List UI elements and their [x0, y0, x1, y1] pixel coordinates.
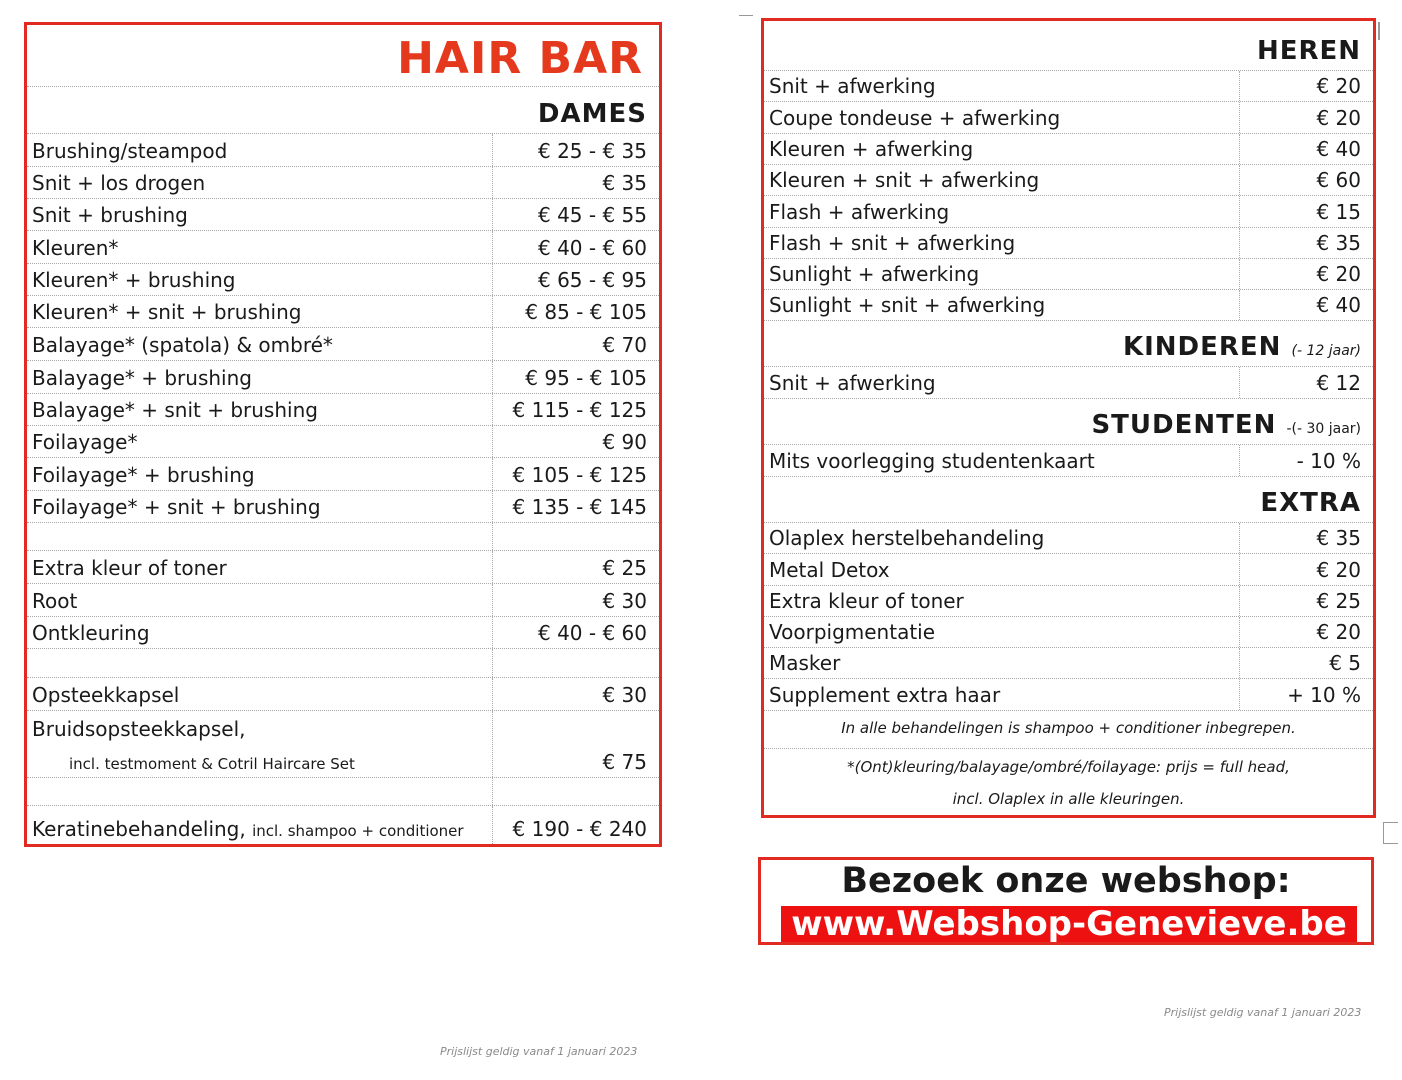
list-item [764, 648, 1373, 679]
service-name: Snit + brushing [32, 203, 188, 227]
column-divider [1239, 648, 1240, 678]
service-price: € 15 [1316, 200, 1361, 224]
list-item [27, 711, 659, 778]
list-item [27, 296, 659, 328]
column-divider [492, 458, 493, 490]
column-divider [492, 231, 493, 263]
service-name: Extra kleur of toner [32, 556, 227, 580]
column-divider [492, 584, 493, 616]
list-item [27, 361, 659, 394]
service-name: Bruidsopsteekkapsel, [32, 717, 246, 741]
service-name: Voorpigmentatie [769, 620, 936, 644]
price-list-left [24, 22, 662, 847]
webshop-banner [758, 857, 1374, 945]
service-price: € 30 [602, 589, 647, 613]
list-item [27, 678, 659, 711]
service-price: € 25 [1316, 589, 1361, 613]
service-name: Foilayage* + snit + brushing [32, 495, 321, 519]
section-header-kinderen [764, 321, 1373, 367]
service-price: € 75 [602, 750, 647, 774]
service-price: € 5 [1329, 651, 1361, 675]
section-title: EXTRA [1260, 488, 1361, 518]
service-name: Flash + afwerking [769, 200, 950, 224]
service-name: Keratinebehandeling, [32, 817, 246, 841]
column-divider [1239, 586, 1240, 616]
list-item [27, 264, 659, 296]
validity-footer: Prijslijst geldig vanaf 1 januari 2023 [1164, 1006, 1362, 1019]
service-name: Root [32, 589, 78, 613]
column-divider [1239, 102, 1240, 133]
service-name: Olaplex herstelbehandeling [769, 526, 1045, 550]
column-divider [1239, 259, 1240, 289]
service-price: € 40 [1316, 293, 1361, 317]
brand-title: HAIR BAR [397, 33, 643, 84]
service-price: € 20 [1316, 558, 1361, 582]
column-divider [492, 426, 493, 457]
list-item [27, 584, 659, 617]
service-price: € 85 - € 105 [525, 300, 647, 324]
section-note: -(- 30 jaar) [1286, 421, 1361, 437]
brand-row [27, 25, 659, 87]
section-header-studenten [764, 399, 1373, 445]
section-title-group [1091, 410, 1361, 440]
column-divider [492, 806, 493, 844]
service-name: Kleuren + afwerking [769, 137, 974, 161]
list-item [764, 134, 1373, 165]
service-price: € 40 - € 60 [538, 621, 647, 645]
column-divider [492, 678, 493, 710]
column-divider [492, 551, 493, 583]
column-divider [1239, 679, 1240, 710]
list-item [27, 491, 659, 523]
service-detail: incl. shampoo + conditioner [252, 822, 464, 840]
column-divider [492, 134, 493, 166]
service-name: Brushing/steampod [32, 139, 228, 163]
column-divider [492, 491, 493, 522]
note-row [764, 749, 1373, 815]
list-item [764, 679, 1373, 711]
section-title-group [1123, 332, 1361, 362]
service-name: Foilayage* [32, 430, 138, 454]
corner-mark [1383, 822, 1398, 844]
list-item [27, 551, 659, 584]
list-item [764, 196, 1373, 228]
list-item [27, 167, 659, 199]
service-price: € 60 [1316, 168, 1361, 192]
note-text: incl. Olaplex in alle kleuringen. [952, 790, 1185, 808]
column-divider [492, 264, 493, 295]
section-note: (- 12 jaar) [1291, 343, 1361, 359]
list-item [764, 523, 1373, 554]
service-price: € 70 [602, 333, 647, 357]
service-price: € 65 - € 95 [538, 268, 647, 292]
spacer-row [27, 523, 659, 551]
list-item [764, 102, 1373, 134]
column-divider [492, 617, 493, 648]
service-name: Kleuren* [32, 236, 119, 260]
service-name: Foilayage* + brushing [32, 463, 255, 487]
column-divider [492, 649, 493, 677]
column-divider [492, 361, 493, 393]
service-price: € 25 [602, 556, 647, 580]
list-item [764, 445, 1373, 477]
validity-footer: Prijslijst geldig vanaf 1 januari 2023 [440, 1045, 638, 1058]
spacer-row [27, 778, 659, 806]
section-title: DAMES [537, 99, 647, 129]
section-title: HEREN [1256, 36, 1361, 66]
service-name: Ontkleuring [32, 621, 150, 645]
note-row [764, 711, 1373, 749]
service-price: € 20 [1316, 106, 1361, 130]
list-item [764, 290, 1373, 321]
column-divider [1239, 134, 1240, 164]
column-divider [1239, 523, 1240, 553]
column-divider [492, 167, 493, 198]
service-price: € 40 - € 60 [538, 236, 647, 260]
section-header-dames [27, 87, 659, 134]
column-divider [492, 296, 493, 327]
section-header-heren [764, 21, 1373, 71]
list-item [27, 617, 659, 649]
webshop-link[interactable]: www.Webshop-Genevieve.be [781, 906, 1357, 942]
note-text: *(Ont)kleuring/balayage/ombré/foilayage: prijs = full head, [847, 758, 1290, 776]
service-name: Kleuren* + snit + brushing [32, 300, 302, 324]
column-divider [492, 328, 493, 360]
column-divider [1239, 228, 1240, 258]
service-price: € 95 - € 105 [525, 366, 647, 390]
column-divider [1239, 445, 1240, 476]
service-name: Balayage* + brushing [32, 366, 252, 390]
list-item [27, 394, 659, 426]
service-name: Snit + afwerking [769, 74, 936, 98]
column-divider [492, 711, 493, 777]
service-price: € 20 [1316, 620, 1361, 644]
service-price: € 30 [602, 683, 647, 707]
column-divider [1239, 165, 1240, 195]
service-name: Balayage* + snit + brushing [32, 398, 318, 422]
list-item [764, 165, 1373, 196]
spacer-row [27, 649, 659, 678]
service-name: Sunlight + snit + afwerking [769, 293, 1046, 317]
service-name-group [32, 817, 464, 841]
service-price: € 105 - € 125 [512, 463, 647, 487]
list-item [27, 231, 659, 264]
list-item [27, 328, 659, 361]
list-item [764, 617, 1373, 648]
service-name: Kleuren + snit + afwerking [769, 168, 1040, 192]
service-price: € 45 - € 55 [538, 203, 647, 227]
list-item [27, 806, 659, 844]
webshop-title: Bezoek onze webshop: [841, 861, 1291, 901]
service-name: Metal Detox [769, 558, 890, 582]
service-name: Masker [769, 651, 841, 675]
service-price: + 10 % [1287, 683, 1361, 707]
service-price: € 35 [1316, 231, 1361, 255]
corner-mark [739, 8, 753, 16]
service-price: € 135 - € 145 [512, 495, 647, 519]
column-divider [1239, 617, 1240, 647]
list-item [764, 228, 1373, 259]
list-item [764, 259, 1373, 290]
service-price: € 40 [1316, 137, 1361, 161]
column-divider [492, 778, 493, 805]
list-item [764, 586, 1373, 617]
service-name: Coupe tondeuse + afwerking [769, 106, 1061, 130]
section-title: KINDEREN [1122, 332, 1282, 362]
section-header-extra [764, 477, 1373, 523]
service-price: € 25 - € 35 [538, 139, 647, 163]
column-divider [492, 523, 493, 550]
service-price: € 90 [602, 430, 647, 454]
column-divider [1239, 196, 1240, 227]
column-divider [492, 199, 493, 230]
column-divider [1239, 71, 1240, 101]
list-item [764, 367, 1373, 399]
column-divider [1239, 554, 1240, 585]
service-price: € 35 [602, 171, 647, 195]
service-price: € 12 [1316, 371, 1361, 395]
cursor-mark [1378, 22, 1380, 40]
column-divider [492, 394, 493, 425]
service-detail: incl. testmoment & Cotril Haircare Set [69, 755, 355, 773]
service-price: - 10 % [1296, 449, 1361, 473]
list-item [27, 199, 659, 231]
service-name: Kleuren* + brushing [32, 268, 236, 292]
service-name: Balayage* (spatola) & ombré* [32, 333, 333, 357]
service-name: Snit + afwerking [769, 371, 936, 395]
service-name: Flash + snit + afwerking [769, 231, 1016, 255]
column-divider [1239, 290, 1240, 320]
service-name: Sunlight + afwerking [769, 262, 980, 286]
price-list-right [761, 18, 1376, 818]
column-divider [1239, 367, 1240, 398]
service-name: Snit + los drogen [32, 171, 206, 195]
service-name: Extra kleur of toner [769, 589, 964, 613]
service-price: € 20 [1316, 262, 1361, 286]
list-item [27, 426, 659, 458]
service-price: € 20 [1316, 74, 1361, 98]
list-item [764, 71, 1373, 102]
service-price: € 115 - € 125 [512, 398, 647, 422]
service-price: € 190 - € 240 [512, 817, 647, 841]
service-name: Mits voorlegging studentenkaart [769, 449, 1095, 473]
service-name: Supplement extra haar [769, 683, 1001, 707]
list-item [27, 458, 659, 491]
service-name: Opsteekkapsel [32, 683, 180, 707]
service-price: € 35 [1316, 526, 1361, 550]
section-title: STUDENTEN [1091, 410, 1277, 440]
list-item [27, 134, 659, 167]
note-text: In alle behandelingen is shampoo + conditioner inbegrepen. [841, 719, 1296, 737]
list-item [764, 554, 1373, 586]
